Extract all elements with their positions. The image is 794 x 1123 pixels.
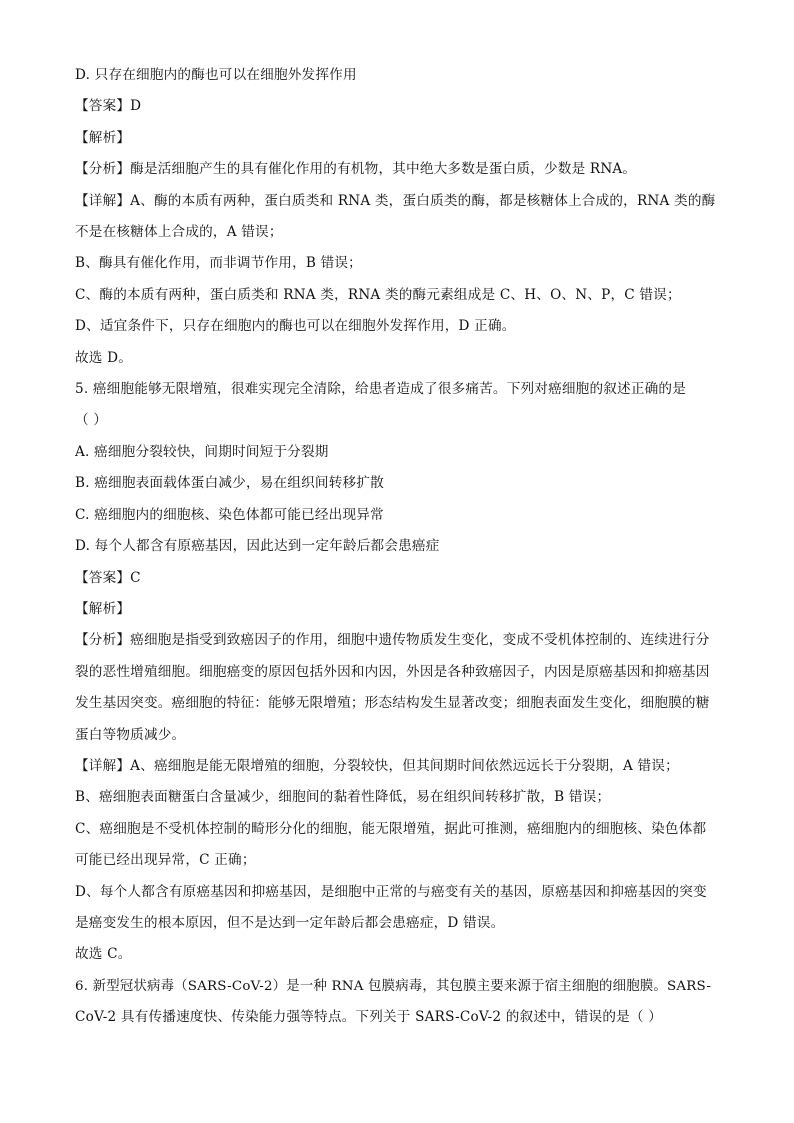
analysis-line-q5-1: 【分析】癌细胞是指受到致癌因子的作用，细胞中遗传物质发生变化，变成不受机体控制的、连续进行分 (75, 632, 710, 649)
option-d-q4: D. 只存在细胞内的酶也可以在细胞外发挥作用 (75, 67, 357, 83)
analysis-heading-q5: 【解析】 (75, 600, 131, 617)
answer-q5: 【答案】C (75, 569, 141, 586)
question-6-stem-2: CoV-2 具有传播速度快、传染能力强等特点。下列关于 SARS-CoV-2 的叙述中，错误的是（ ） (75, 1009, 663, 1026)
detail-line-q5-d1: D、每个人都含有原癌基因和抑癌基因，是细胞中正常的与癌变有关的基因，原癌基因和抑癌基因的突变 (75, 883, 707, 900)
detail-line-q5-c1: C、癌细胞是不受机体控制的畸形分化的细胞，能无限增殖，据此可推测，癌细胞内的细胞核、染色体都 (75, 820, 707, 837)
question-5-stem: 5. 癌细胞能够无限增殖，很难实现完全清除，给患者造成了很多痛苦。下列对癌细胞的叙述正确的是 (75, 381, 687, 398)
analysis-heading-q4: 【解析】 (75, 129, 131, 146)
question-6-stem-1: 6. 新型冠状病毒（SARS-CoV-2）是一种 RNA 包膜病毒，其包膜主要来源于宿主细胞的细胞膜。SARS- (75, 978, 712, 994)
analysis-line-q5-3: 发生基因突变。癌细胞的特征：能够无限增殖；形态结构发生显著改变；细胞表面发生变化，细胞膜的糖 (75, 695, 710, 712)
conclusion-q4: 故选 D。 (75, 349, 133, 366)
detail-line-q4-d: D、适宜条件下，只存在细胞内的酶也可以在细胞外发挥作用，D 正确。 (75, 318, 516, 335)
option-a-q5: A. 癌细胞分裂较快，间期时间短于分裂期 (75, 443, 329, 460)
detail-line-q4-a2: 不是在核糖体上合成的，A 错误； (75, 224, 283, 241)
conclusion-q5: 故选 C。 (75, 946, 132, 963)
answer-q4: 【答案】D (75, 98, 142, 115)
document-page (75, 60, 720, 1034)
detail-line-q5-c2: 可能已经出现异常，C 正确； (75, 852, 256, 869)
option-c-q5: C. 癌细胞内的细胞核、染色体都可能已经出现异常 (75, 506, 384, 523)
detail-line-q5-b: B、癌细胞表面糖蛋白含量减少，细胞间的黏着性降低，易在组织间转移扩散，B 错误； (75, 789, 611, 806)
question-5-blank: （ ） (75, 412, 108, 429)
detail-line-q4-a1: 【详解】A、酶的本质有两种，蛋白质类和 RNA 类，蛋白质类的酶，都是核糖体上合成的，RNA 类的酶 (75, 192, 716, 209)
analysis-text-q4: 【分析】酶是活细胞产生的具有催化作用的有机物，其中绝大多数是蛋白质，少数是 RNA。 (75, 161, 637, 178)
option-d-q5: D. 每个人都含有原癌基因，因此达到一定年龄后都会患癌症 (75, 538, 440, 555)
detail-line-q5-a: 【详解】A、癌细胞是能无限增殖的细胞，分裂较快，但其间期时间依然远远长于分裂期，A 错误； (75, 757, 679, 774)
detail-line-q5-d2: 是癌变发生的根本原因，但不是达到一定年龄后都会患癌症，D 错误。 (75, 914, 505, 931)
analysis-line-q5-2: 裂的恶性增殖细胞。细胞癌变的原因包括外因和内因，外因是各种致癌因子，内因是原癌基因和抑癌基因 (75, 663, 710, 680)
detail-line-q4-b: B、酶具有催化作用，而非调节作用，B 错误； (75, 255, 362, 272)
option-b-q5: B. 癌细胞表面载体蛋白减少，易在组织间转移扩散 (75, 475, 384, 492)
detail-line-q4-c: C、酶的本质有两种，蛋白质类和 RNA 类，RNA 类的酶元素组成是 C、H、O、N、P，C 错误； (75, 286, 681, 303)
analysis-line-q5-4: 蛋白等物质减少。 (75, 726, 186, 743)
